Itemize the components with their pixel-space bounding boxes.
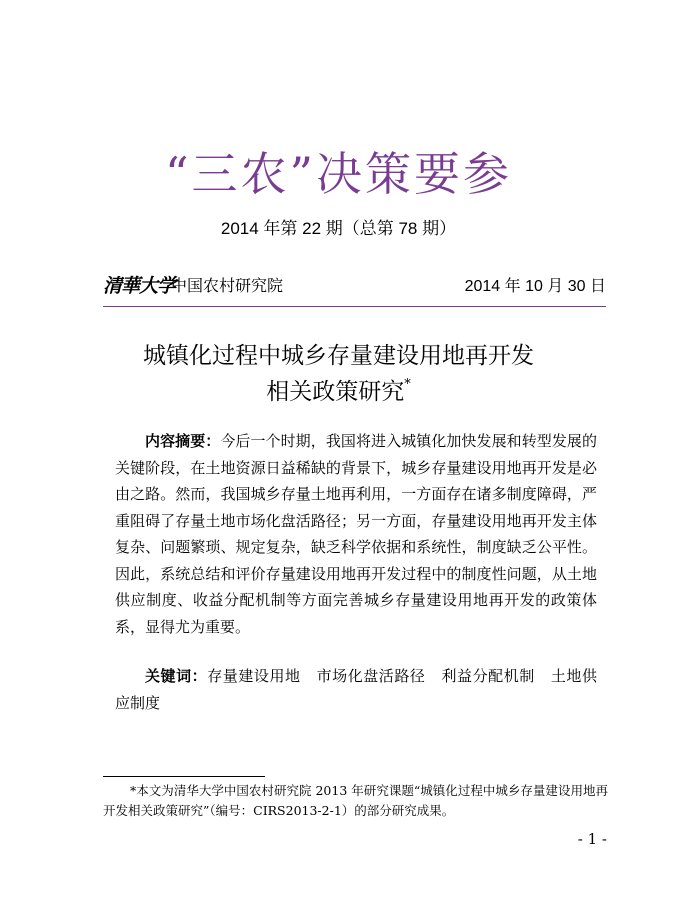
abstract-text: 今后一个时期，我国将进入城镇化加快发展和转型发展的关键阶段，在土地资源日益稀缺的背景下，城乡存量建设用地再开发是必由之路。然而，我国城乡存量土地再利用，一方面存在诸多制度障碍，严重阻碍了存量土地市场化盘活路径；另一方面，存量建设用地再开发主体复杂、问题繁琐、规定复杂，缺乏科学依据和系统性，制度缺乏公平性。因此，系统总结和评价存量建设用地再开发过程中的制度性问题，从土地供应制度、收益分配机制等方面完善城乡存量建设用地再开发的政策体系，显得尤为重要。 [115,432,597,636]
masthead-title: “三农”决策要参 [164,147,513,201]
footnote-marker: * [404,377,411,393]
tsinghua-logo: 清華大学 [103,275,176,297]
abstract-label: 内容摘要： [145,432,221,450]
keyword-item: 利益分配机制 [441,667,535,685]
keyword-item: 市场化盘活路径 [316,667,426,685]
document-header [103,273,606,297]
institute-name: 中国农村研究院 [171,276,284,295]
keyword-item: 土地供应制度 [115,667,597,712]
keywords-label: 关键词： [145,667,208,685]
article-title-line1: 城镇化过程中城乡存量建设用地再开发 [143,343,534,369]
publication-date: 2014 年 10 月 30 日 [464,278,606,295]
keyword-item: 存量建设用地 [207,667,301,685]
issue-number: 2014 年第 22 期（总第 78 期） [220,219,457,238]
article-title-line2 [0,373,677,406]
footnote-text: *本文为清华大学中国农村研究院 2013 年研究课题“城镇化过程中城乡存量建设用地再开发相关政策研究”（编号：CIRS2013-2-1）的部分研究成果。 [103,783,608,818]
article-title-text: 相关政策研究 [266,379,405,405]
abstract-paragraph [115,428,597,640]
header-divider [103,306,606,307]
footnote-divider [103,776,265,777]
keywords-paragraph [115,663,597,716]
page-number: - 1 - [577,830,607,848]
